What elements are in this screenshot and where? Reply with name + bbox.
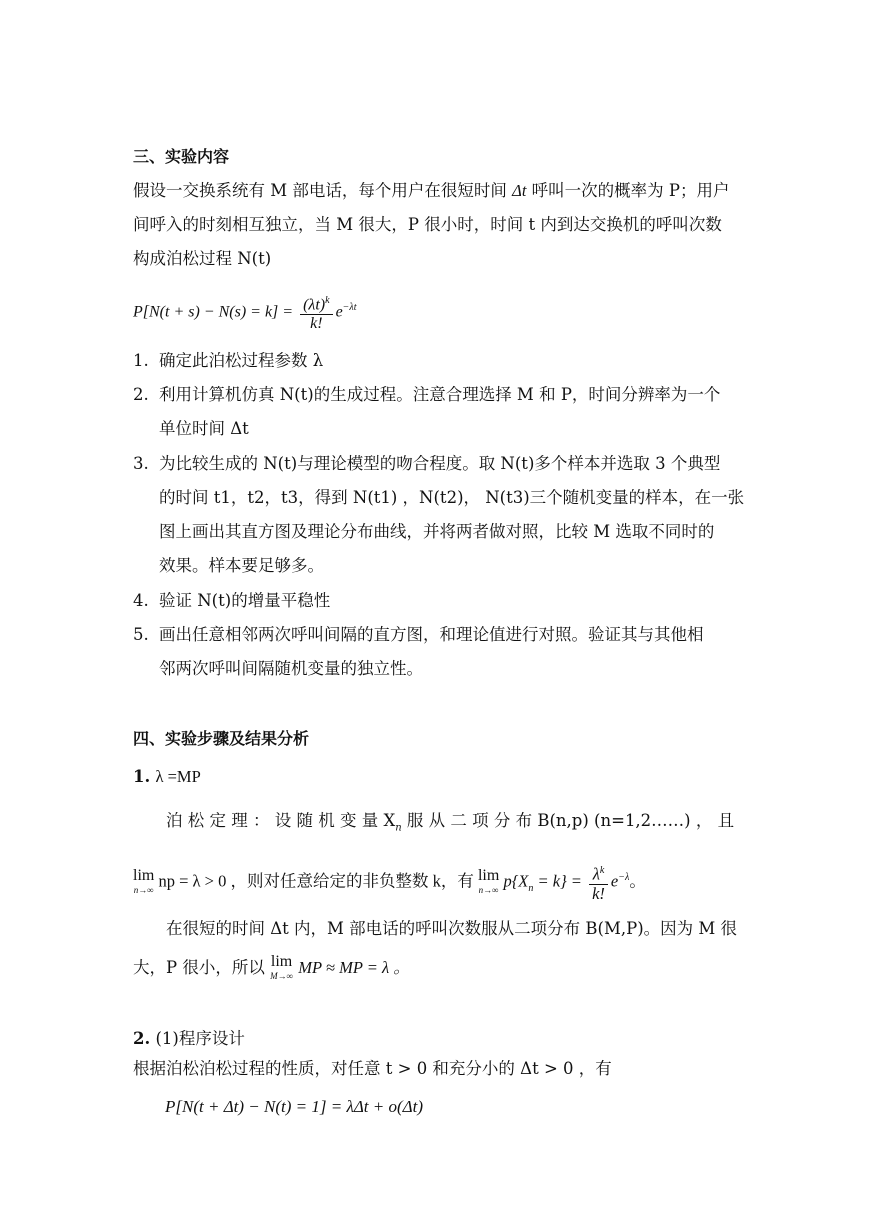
poisson-exp-sup: −λ xyxy=(618,872,630,883)
list-item-5 xyxy=(133,624,704,646)
list-item-3-cont2: 图上画出其直方图及理论分布曲线，并将两者做对照，比较 M 选取不同时的 xyxy=(159,522,715,541)
theorem-sub-n: n xyxy=(395,822,402,834)
list-item-text: 验证 N(t)的增量平稳性 xyxy=(159,591,331,610)
formula-exp-sup: −λt xyxy=(342,302,357,313)
section3-heading: 三、实验内容 xyxy=(133,147,230,166)
theorem-text-2c: = k} = xyxy=(533,871,582,891)
para-text-2a: 大，P 很小，所以 xyxy=(133,958,265,977)
poisson-process-formula xyxy=(133,288,357,333)
formula-fraction xyxy=(300,292,332,333)
step-2 xyxy=(133,1028,245,1050)
list-item-2-cont: 单位时间 Δt xyxy=(159,419,249,438)
increment-formula: P[N(t + Δt) − N(t) = 1] = λΔt + o(Δt) xyxy=(165,1097,424,1116)
formula-lhs: P[N(t + s) − N(s) = k] = xyxy=(133,303,294,321)
lim-sub: M→∞ xyxy=(270,970,294,981)
step-1-number: 1. xyxy=(133,767,151,786)
poisson-numerator xyxy=(589,862,608,885)
lim-sub: n→∞ xyxy=(133,884,154,895)
list-item-number: 5. xyxy=(133,625,149,644)
lim-sub: n→∞ xyxy=(478,884,499,895)
theorem-text-2a: np = λ > 0 ，则对任意给定的非负整数 k，有 xyxy=(158,871,474,891)
list-item-number: 2. xyxy=(133,385,149,404)
list-item-text: 为比较生成的 N(t)与理论模型的吻合程度。取 N(t)多个样本并选取 3 个典型 xyxy=(159,454,721,473)
list-item-number: 4. xyxy=(133,591,149,610)
lim-word: lim xyxy=(133,866,155,884)
limit-n-2 xyxy=(477,866,500,897)
list-item-5-cont: 邻两次呼叫间隔随机变量的独立性。 xyxy=(159,659,423,678)
list-item-2 xyxy=(133,384,720,406)
para-line-2 xyxy=(133,950,410,986)
limit-n xyxy=(133,866,155,897)
step-2-line: 根据泊松泊松过程的性质，对任意 t > 0 和充分小的 Δt > 0 ，有 xyxy=(133,1059,612,1078)
intro-line-2: 间呼入的时刻相互独立，当 M 很大，P 很小时，时间 t 内到达交换机的呼叫次数 xyxy=(133,215,722,234)
formula-num-sup: k xyxy=(325,294,330,306)
formula-num-text: (λt) xyxy=(303,296,326,314)
formula-numerator xyxy=(300,292,332,315)
lim-word: lim xyxy=(270,952,293,970)
list-item-text: 确定此泊松过程参数 λ xyxy=(159,351,324,370)
theorem-sub-n-2: n xyxy=(528,882,534,894)
list-item-3-cont3: 效果。样本要足够多。 xyxy=(159,556,324,575)
para-line-1: 在很短的时间 Δt 内，M 部电话的呼叫次数服从二项分布 B(M,P)。因为 M 很 xyxy=(166,919,738,938)
poisson-num-sup: k xyxy=(599,865,605,877)
poisson-fraction xyxy=(589,862,608,903)
intro-text-1b: 呼叫一次的概率为 P；用户 xyxy=(531,181,730,200)
list-item-text: 画出任意相邻两次呼叫间隔的直方图，和理论值进行对照。验证其与其他相 xyxy=(159,625,704,644)
intro-line-3: 构成泊松过程 N(t) xyxy=(133,249,272,268)
limit-M xyxy=(270,952,294,983)
intro-line-1 xyxy=(133,180,730,202)
list-item-3 xyxy=(133,453,720,475)
poisson-denominator: k! xyxy=(592,883,605,903)
theorem-line-2-end: 。 xyxy=(629,871,646,891)
step-1 xyxy=(133,766,201,788)
list-item-1 xyxy=(133,350,323,372)
theorem-text-1: 泊 松 定 理 ： 设 随 机 变 量 X xyxy=(166,811,396,830)
list-item-text: 利用计算机仿真 N(t)的生成过程。注意合理选择 M 和 P，时间分辨率为一个 xyxy=(159,385,721,404)
list-item-4 xyxy=(133,590,330,612)
poisson-num-text: λ xyxy=(592,864,600,884)
para-text-2b: MP ≈ MP = λ 。 xyxy=(298,958,410,977)
list-item-number: 3. xyxy=(133,454,149,473)
theorem-line-1 xyxy=(166,810,734,839)
formula-exp-base: e xyxy=(335,303,343,321)
list-item-3-cont: 的时间 t1，t2，t3，得到 N(t1) ，N(t2)， N(t3)三个随机变量的样本，在一张 xyxy=(159,488,745,507)
section4-heading: 四、实验步骤及结果分析 xyxy=(133,729,310,748)
step-1-text: λ =MP xyxy=(155,767,201,786)
list-item-number: 1. xyxy=(133,351,149,370)
theorem-text-1b: 服 从 二 项 分 布 B(n,p) (n=1,2……) ， 且 xyxy=(401,811,735,830)
theorem-text-2b: p{X xyxy=(503,871,529,891)
intro-text-1: 假设一交换系统有 M 部电话，每个用户在很短时间 xyxy=(133,181,507,200)
delta-t: Δt xyxy=(512,181,527,200)
lim-word: lim xyxy=(477,866,500,884)
formula-denominator: k! xyxy=(310,315,323,333)
step-2-text: (1)程序设计 xyxy=(155,1029,245,1048)
step-2-number: 2. xyxy=(133,1029,151,1048)
theorem-line-2 xyxy=(133,858,646,909)
poisson-exp-base: e xyxy=(610,871,619,891)
